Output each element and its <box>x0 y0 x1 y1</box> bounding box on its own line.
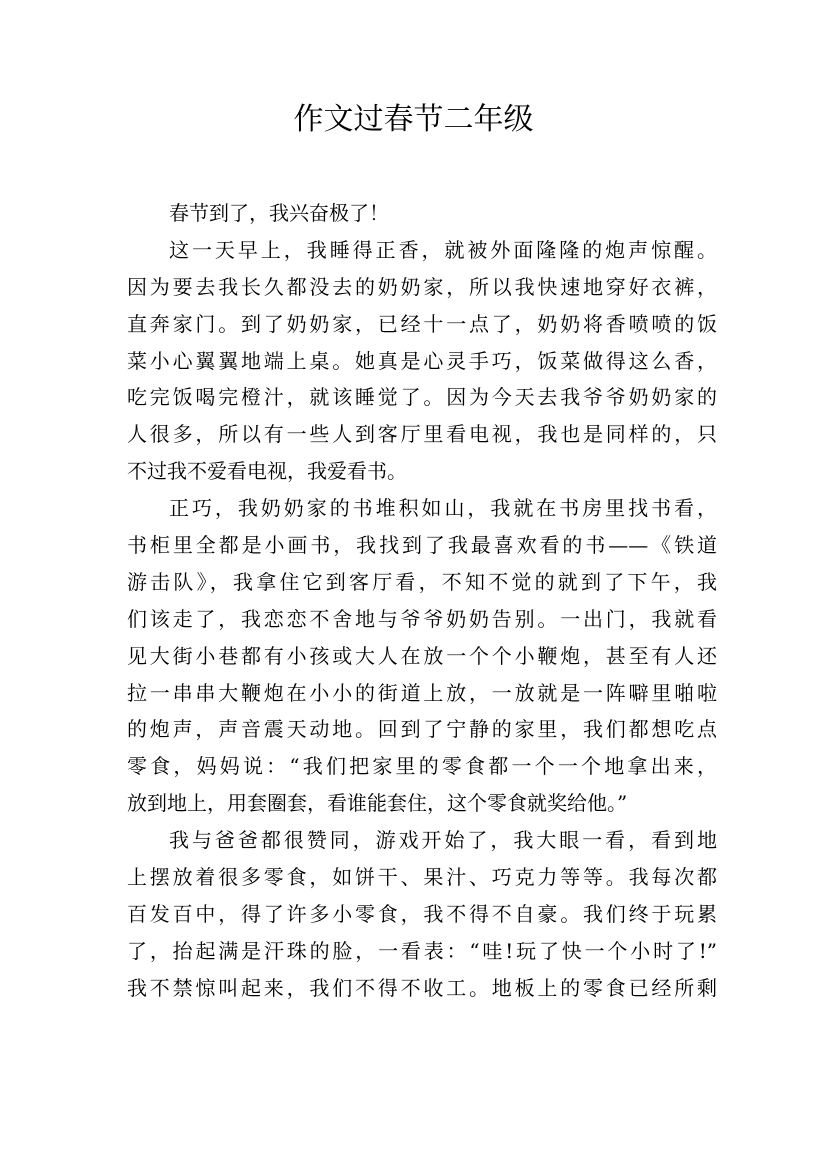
text-line: 们该走了，我恋恋不舍地与爷爷奶奶告别。一出门，我就看 <box>127 606 717 631</box>
text-line: 零食，妈妈说：“我们把家里的零食都一个一个地拿出来， <box>127 754 717 779</box>
document-body <box>127 195 717 1007</box>
text-line: 放到地上，用套圈套，看谁能套住，这个零食就奖给他。” <box>127 791 628 816</box>
text-line: 直奔家门。到了奶奶家，已经十一点了，奶奶将香喷喷的饭 <box>127 311 717 336</box>
text-line: 正巧，我奶奶家的书堆积如山，我就在书房里找书看， <box>169 496 717 521</box>
text-line: 拉一串串大鞭炮在小小的街道上放，一放就是一阵噼里啪啦 <box>127 680 717 705</box>
text-line: 百发百中，得了许多小零食，我不得不自豪。我们终于玩累 <box>127 901 717 926</box>
text-line: 的炮声，声音震天动地。回到了宁静的家里，我们都想吃点 <box>127 717 717 742</box>
text-line: 上摆放着很多零食，如饼干、果汁、巧克力等等。我每次都 <box>127 865 717 890</box>
text-line: 我与爸爸都很赞同，游戏开始了，我大眼一看，看到地 <box>169 828 717 853</box>
text-line: 春节到了，我兴奋极了！ <box>169 201 389 225</box>
text-line: 人很多，所以有一些人到客厅里看电视，我也是同样的，只 <box>127 422 717 447</box>
text-line: 了，抬起满是汗珠的脸，一看表：“哇!玩了快一个小时了!” <box>127 938 717 963</box>
text-line: 吃完饭喝完橙汁，就该睡觉了。因为今天去我爷爷奶奶家的 <box>127 385 717 410</box>
text-line: 见大街小巷都有小孩或大人在放一个个小鞭炮，甚至有人还 <box>127 643 717 668</box>
text-line: 我不禁惊叫起来，我们不得不收工。地板上的零食已经所剩 <box>127 975 717 1000</box>
text-line: 不过我不爱看电视，我爱看书。 <box>127 459 407 484</box>
text-line: 菜小心翼翼地端上桌。她真是心灵手巧，饭菜做得这么香， <box>127 348 717 373</box>
text-line: 游击队》，我拿住它到客厅看，不知不觉的就到了下午，我 <box>127 569 717 594</box>
text-line: 书柜里全都是小画书，我找到了我最喜欢看的书——《铁道 <box>127 533 717 558</box>
text-line: 这一天早上，我睡得正香，就被外面隆隆的炮声惊醒。 <box>169 237 717 262</box>
document-title: 作文过春节二年级 <box>293 102 534 137</box>
text-line: 因为要去我长久都没去的奶奶家，所以我快速地穿好衣裤， <box>127 274 717 299</box>
